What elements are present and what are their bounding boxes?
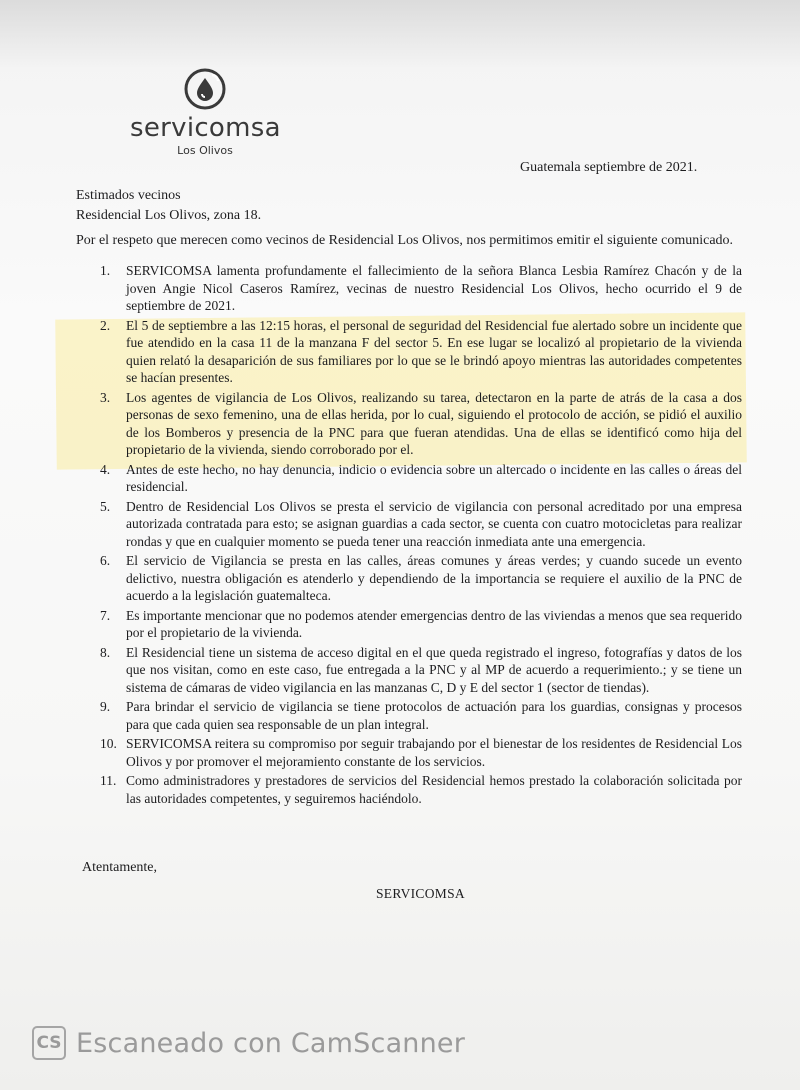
list-text: Antes de este hecho, no hay denuncia, indicio o evidencia sobre un altercado o incidente en las calles o áreas del residencial. <box>126 461 742 494</box>
letter-date: Guatemala septiembre de 2021. <box>520 160 698 175</box>
list-number: 8. <box>100 644 111 660</box>
brand-name: servicomsa <box>130 113 281 143</box>
list-item <box>100 607 742 642</box>
list-text: El servicio de Vigilancia se presta en las calles, áreas comunes y áreas verdes; y cuando sucede un evento delictivo, nuestra obligación es atenderlo y dependiendo de la importancia se requiere el auxilio de la PNC de acuerdo a la legislación guatemalteca. <box>126 553 742 603</box>
list-number: 5. <box>100 498 111 514</box>
list-item <box>100 772 742 807</box>
list-item <box>100 552 742 605</box>
list-item <box>100 389 742 459</box>
list-item <box>100 735 742 770</box>
list-item <box>100 498 742 551</box>
list-text: El Residencial tiene un sistema de acceso digital en el que queda registrado el ingreso, fotografías y datos de los que nos visitan, como en este caso, fue entregada a la PNC y al MP de acuerdo a requerimiento.; y se tiene un sistema de cámaras de video vigilancia en las manzanas C, D y E del sector 1 (sector de tiendas). <box>126 644 742 695</box>
closing-salutation: Atentamente, <box>82 860 158 875</box>
signature: SERVICOMSA <box>376 886 465 901</box>
list-text: Como administradores y prestadores de servicios del Residencial hemos prestado la colaboración solicitada por las autoridades competentes, y seguiremos haciéndolo. <box>126 773 742 806</box>
camscanner-text: Escaneado con CamScanner <box>76 1027 466 1059</box>
list-item <box>100 461 742 496</box>
list-text: SERVICOMSA reitera su compromiso por seguir trabajando por el bienestar de los residentes de Residencial Los Olivos y por promover el mejoramiento constante de los servicios. <box>126 736 742 769</box>
list-text: El 5 de septiembre a las 12:15 horas, el personal de seguridad del Residencial fue alertado sobre un incidente que fue atendido en la casa 11 de la manzana F del sector 5. En ese lugar se localizó al propietario de la vivienda quien relató la desaparición de sus familiares por lo que se le brindó apoyo mientras las autoridades competentes se hacían presentes. <box>126 317 742 385</box>
water-drop-logo-icon <box>182 66 228 112</box>
list-text: Los agentes de vigilancia de Los Olivos, realizando su tarea, detectaron en la parte de atrás de la casa a dos personas de sexo femenino, una de ellas herida, por lo cual, siguiendo el protocolo de acción, se pidió el auxilio de los Bomberos y presencia de la PNC para que fueran atendidas. Una de ellas se identificó como hija del propietario de la vivienda, siendo corroborado por el. <box>126 389 742 457</box>
list-item <box>100 644 742 697</box>
list-number: 6. <box>100 553 111 568</box>
recipient-line-1: Estimados vecinos <box>76 188 181 203</box>
list-number: 3. <box>100 389 111 405</box>
list-number: 7. <box>100 607 111 623</box>
list-number: 9. <box>100 699 111 714</box>
list-text: Para brindar el servicio de vigilancia se tiene protocolos de actuación para los guardias, consignas y procesos para que cada quien sea responsable de un plan integral. <box>126 699 742 732</box>
list-item <box>100 262 742 315</box>
list-item <box>100 317 742 387</box>
list-number: 2. <box>100 317 111 333</box>
recipient-line-2: Residencial Los Olivos, zona 18. <box>76 208 262 223</box>
list-number: 10. <box>100 736 117 751</box>
list-text: Es importante mencionar que no podemos atender emergencias dentro de las viviendas a menos que sea requerido por el propietario de la vivienda. <box>126 607 742 640</box>
camscanner-watermark <box>32 1026 465 1060</box>
intro-paragraph: Por el respeto que merecen como vecinos de Residencial Los Olivos, nos permitimos emitir el siguiente comunicado. <box>76 233 734 248</box>
list-item <box>100 698 742 733</box>
list-number: 1. <box>100 263 111 278</box>
camscanner-icon: CS <box>32 1026 66 1060</box>
company-logo <box>130 66 280 157</box>
list-text: SERVICOMSA lamenta profundamente el fallecimiento de la señora Blanca Lesbia Ramírez Chacón y de la joven Angie Nicol Caseros Ramírez, vecinas de nuestro Residencial Los Olivos, hecho ocurrido el 9 de septiembre de 2021. <box>126 263 742 313</box>
brand-subtitle: Los Olivos <box>177 144 233 157</box>
page-shadow <box>0 0 800 70</box>
list-number: 11. <box>100 773 117 788</box>
list-number: 4. <box>100 461 111 477</box>
statement-list <box>100 262 742 809</box>
list-text: Dentro de Residencial Los Olivos se presta el servicio de vigilancia con personal acreditado por una empresa autorizada contratada para esto; se asignan guardias a cada sector, se cuenta con cuatro motocicletas para realizar rondas y que en cualquier momento se pueda tener una reacción inmediata ante una emergencia. <box>126 498 742 549</box>
recipient-block <box>76 186 261 226</box>
